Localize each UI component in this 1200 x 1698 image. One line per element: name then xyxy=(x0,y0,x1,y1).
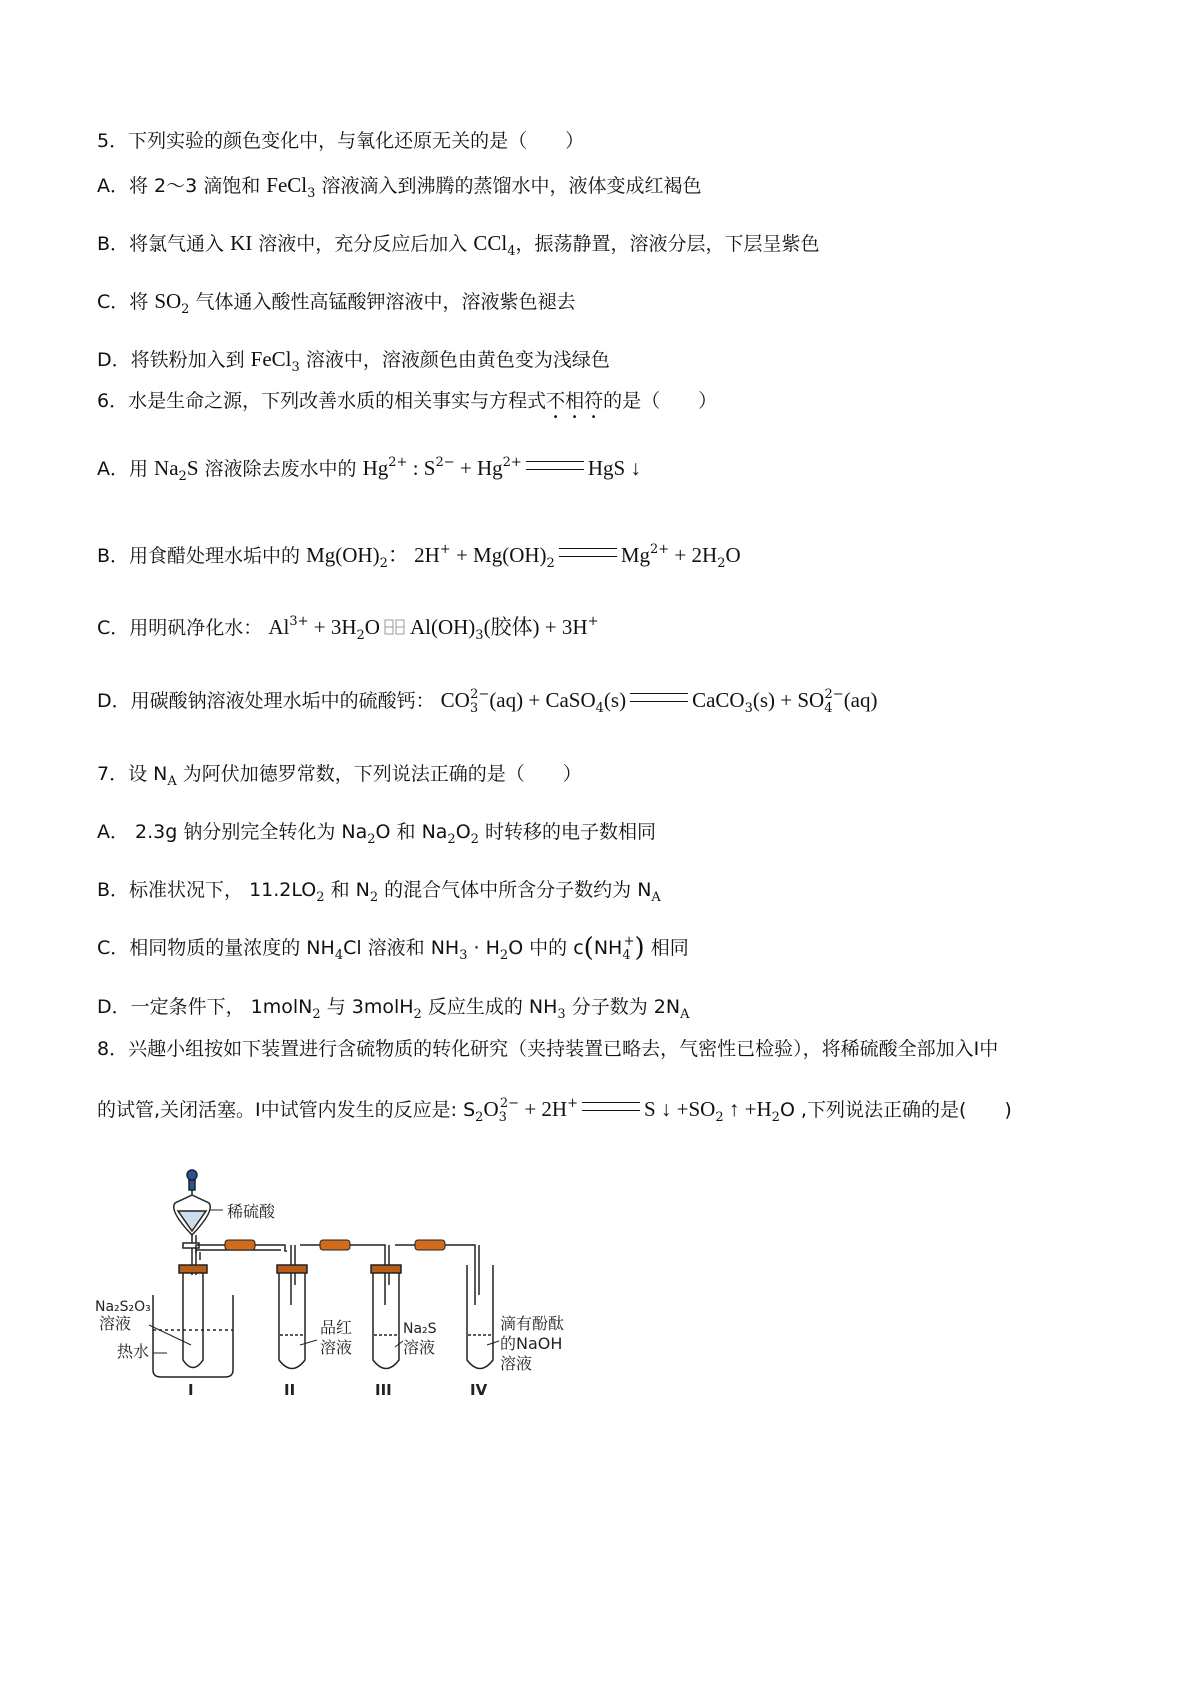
label-naoh: 的NaOH xyxy=(500,1334,563,1353)
label-na2s-solution: 溶液 xyxy=(403,1338,436,1357)
label-na2s: Na₂S xyxy=(403,1321,437,1337)
q6-stem: 6．水是生命之源，下列改善水质的相关事实与方程式不相符的是（ ） xyxy=(97,390,718,412)
label-na2s2o3: Na₂S₂O₃ xyxy=(95,1299,151,1315)
apparatus-figure xyxy=(95,1165,615,1400)
label-ii: II xyxy=(284,1381,296,1399)
emphasis-dots: 不相符 xyxy=(546,390,604,412)
q5-option-d: D．将铁粉加入到 FeCl$_3$ 溶液中，溶液颜色由黄色变为浅绿色 xyxy=(97,347,610,375)
gas-tubing xyxy=(196,1245,479,1305)
label-iii: III xyxy=(375,1381,392,1399)
separatory-funnel xyxy=(174,1170,210,1275)
label-pinhong-solution: 溶液 xyxy=(320,1338,353,1357)
q5-option-a: A．将 2～3 滴饱和 FeCl$_3$ 溶液滴入到沸腾的蒸馏水中，液体变成红褐色 xyxy=(97,173,702,201)
label-i: I xyxy=(188,1381,194,1399)
label-iv: IV xyxy=(470,1381,488,1399)
q5-option-c: C．将 $SO_2$ 气体通入酸性高锰酸钾溶液中，溶液紫色褪去 xyxy=(97,289,576,317)
q7-option-c: C．相同物质的量浓度的 $NH_4Cl$ 溶液和 $NH_3 \cdot H_2O$ 中的 $c(NH_4^+)$ 相同 xyxy=(97,933,689,963)
equals-sign xyxy=(526,461,584,470)
label-pinhong: 品红 xyxy=(320,1318,353,1337)
q7-option-a: A． 2.3g 钠分别完全转化为 $Na_2O$ 和 $Na_2O_2$ 时转移的电子数相同 xyxy=(97,821,656,847)
label-hot-water: 热水 xyxy=(117,1342,150,1361)
label-dilute-acid: 稀硫酸 xyxy=(227,1202,276,1221)
label-phenolphthalein: 滴有酚酞 xyxy=(500,1314,565,1333)
q7-option-d: D．一定条件下， 1molN$_2$ 与 3molH$_2$ 反应生成的 $NH_3$ 分子数为 $2N_A$ xyxy=(97,996,690,1022)
q8-stem-line2: 的试管,关闭活塞。Ⅰ中试管内发生的反应是: $S_2O_3^{2-} + 2H^+$ S ↓ $+SO_2$ ↑ $+H_2O$ ,下列说法正确的是( ) xyxy=(97,1096,1012,1125)
q5-option-b: B．将氯气通入 KI 溶液中，充分反应后加入 CCl$_4$，振荡静置，溶液分层，下层呈紫色 xyxy=(97,231,820,259)
beaker-i xyxy=(153,1252,233,1377)
q7-stem: 7．设 $N_A$ 为阿伏加德罗常数，下列说法正确的是（ ） xyxy=(97,763,582,789)
q7-option-b: B．标准状况下， $11.2LO_2$ 和 $N_2$ 的混合气体中所含分子数约为 $N_A$ xyxy=(97,879,661,905)
q6-option-d: D．用碳酸钠溶液处理水垢中的硫酸钙： $CO_3^{2-}(aq)$ + CaSO$_4$(s) CaCO$_3$(s) + $SO_4^{2-}(aq)$ xyxy=(97,687,878,716)
q8-stem-line1: 8．兴趣小组按如下装置进行含硫物质的转化研究（夹持装置已略去，气密性已检验），将稀硫酸全部加入Ⅰ中 xyxy=(97,1038,999,1060)
equals-sign xyxy=(630,693,688,702)
q6-option-a: A．用 $Na_2S$ 溶液除去废水中的 $Hg^{2+}$ : $S^{2-} + Hg^{2+}$ HgS ↓ xyxy=(97,455,641,484)
label-na2s2o3-solution: 溶液 xyxy=(99,1314,132,1333)
q5-stem: 5．下列实验的颜色变化中，与氧化还原无关的是（ ） xyxy=(97,130,585,152)
equals-sign xyxy=(582,1102,640,1111)
q6-option-c: C．用明矾净化水： $Al^{3+} + 3H_2O$ $Al(OH)_3$(胶体) + 3H+ xyxy=(97,614,599,643)
test-tube-iv xyxy=(467,1265,493,1369)
test-tube-ii xyxy=(277,1265,307,1369)
test-tube-iii xyxy=(371,1265,401,1369)
reversible-arrow-icon xyxy=(384,618,406,636)
label-naoh-solution: 溶液 xyxy=(500,1354,533,1373)
q6-option-b: B．用食醋处理水垢中的 $Mg(OH)_2$： $2H^+ + Mg(OH)_2$ $Mg^{2+} + 2H_2O$ xyxy=(97,542,741,571)
equals-sign xyxy=(559,548,617,557)
